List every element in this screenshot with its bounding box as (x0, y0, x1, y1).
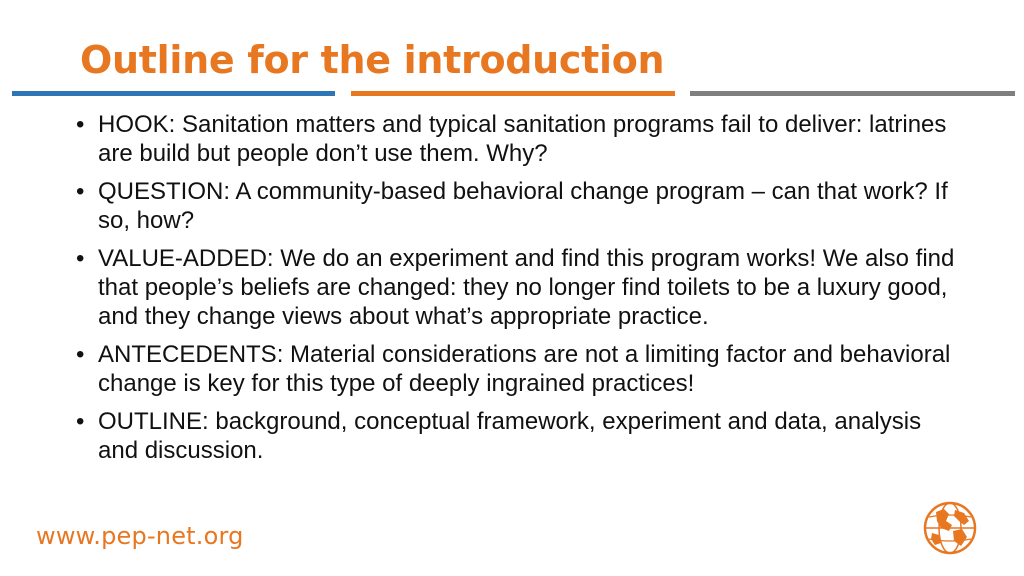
bullet-text: HOOK: Sanitation matters and typical sanitation programs fail to deliver: latrines are build but people don’t use them. Why? (98, 111, 947, 167)
divider-bar-gray (690, 91, 1015, 96)
bullet-marker: • (76, 178, 85, 205)
bullet-item-outline (76, 407, 956, 465)
bullet-marker: • (76, 245, 85, 272)
bullet-text: OUTLINE: background, conceptual framework, experiment and data, analysis and discussion. (98, 408, 922, 464)
divider-bar-blue (12, 91, 335, 96)
bullet-marker: • (76, 408, 85, 435)
globe-icon (922, 500, 978, 556)
bullet-marker: • (76, 111, 85, 138)
bullet-text: ANTECEDENTS: Material considerations are not a limiting factor and behavioral change is key for this type of deeply ingrained practices! (98, 341, 951, 397)
bullet-item-question (76, 177, 956, 235)
bullet-list (76, 110, 956, 474)
bullet-marker: • (76, 341, 85, 368)
slide-title: Outline for the introduction (80, 38, 665, 82)
bullet-item-hook (76, 110, 956, 168)
bullet-item-value-added (76, 244, 956, 331)
bullet-text: VALUE-ADDED: We do an experiment and find this program works! We also find that people’s beliefs are changed: they no longer find toilets to be a luxury good, and they change views about what’s appropriate practice. (98, 245, 955, 330)
bullet-text: QUESTION: A community-based behavioral change program – can that work? If so, how? (98, 178, 948, 234)
divider-bar-orange (351, 91, 675, 96)
bullet-item-antecedents (76, 340, 956, 398)
footer-url: www.pep-net.org (36, 522, 244, 550)
